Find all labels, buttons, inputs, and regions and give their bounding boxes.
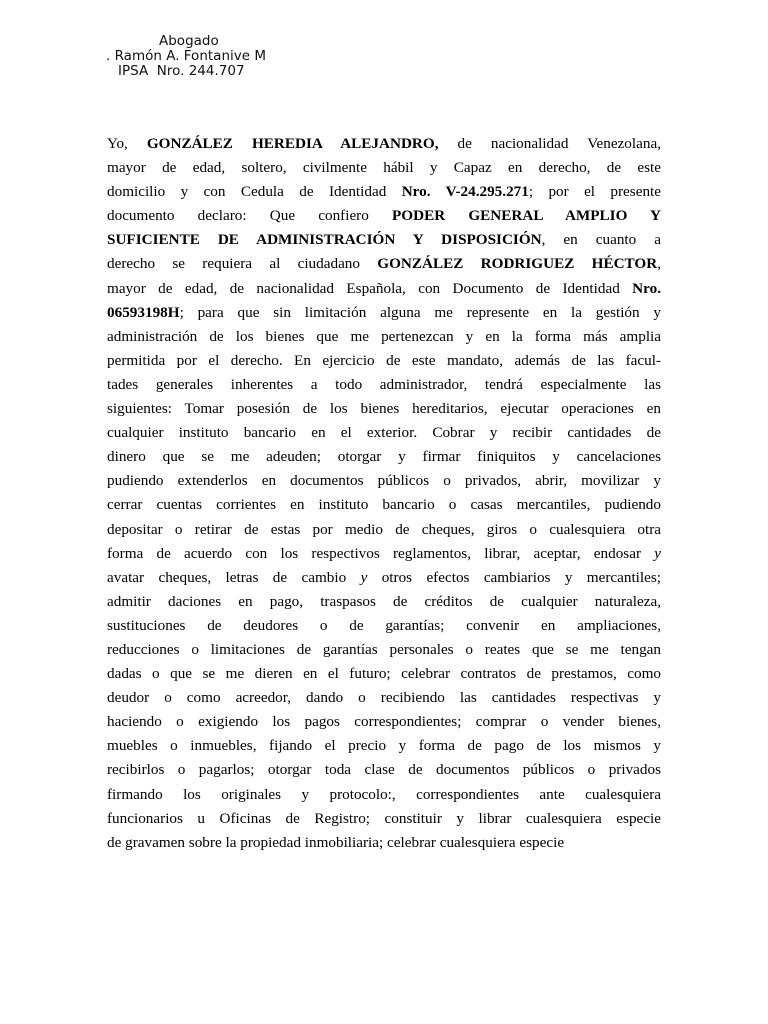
text-run: mayor de edad, de nacionalidad Española, con Documento de Identidad — [107, 279, 633, 297]
bold-text: GONZÁLEZ HEREDIA ALEJANDRO, — [146, 135, 439, 152]
text-run: , — [657, 255, 661, 273]
text-run: haciendo o exigiendo los pagos correspondientes; comprar o vender bienes, — [107, 713, 661, 731]
letterhead — [106, 34, 266, 79]
text-run: deudor o como acreedor, dando o recibiendo las cantidades respectivas y — [107, 689, 661, 707]
body-line — [107, 807, 661, 831]
body-line — [107, 831, 661, 855]
text-run: derecho se requiera al ciudadano — [107, 255, 378, 273]
text-run: avatar cheques, letras de cambio — [107, 568, 361, 586]
text-run: dinero que se me adeuden; otorgar y firmar finiquitos y cancelaciones — [107, 448, 661, 466]
body-line — [107, 156, 661, 180]
italic-text: y — [654, 544, 661, 562]
text-run: Yo, — [107, 135, 147, 152]
text-run: pudiendo extenderlos en documentos públicos o privados, abrir, movilizar y — [107, 472, 661, 490]
body-line — [107, 445, 661, 469]
body-line — [107, 325, 661, 349]
text-run: depositar o retirar de estas por medio de cheques, giros o cualesquiera otra — [107, 520, 661, 538]
bold-text: Nro. — [632, 279, 661, 297]
body-line — [107, 542, 661, 566]
text-run: recibirlos o pagarlos; otorgar toda clase de documentos públicos o privados — [107, 761, 661, 779]
body-line — [107, 758, 661, 782]
text-run: forma de acuerdo con los respectivos reglamentos, librar, aceptar, endosar — [107, 544, 655, 562]
text-run: de gravamen sobre la propiedad inmobiliaria; celebrar cualesquiera especie — [107, 833, 565, 851]
body-line — [107, 638, 661, 662]
body-line — [107, 518, 661, 542]
text-run: tades generales inherentes a todo administrador, tendrá especialmente las — [107, 375, 661, 393]
text-run: mayor de edad, soltero, civilmente hábil y Capaz en derecho, de este — [107, 159, 661, 177]
body-line — [107, 734, 661, 758]
document-body — [107, 132, 661, 855]
letterhead-lawyer-name: . Ramón A. Fontanive M — [106, 48, 266, 64]
body-line — [107, 566, 661, 590]
bold-text: Nro. V-24.295.271 — [401, 183, 529, 201]
text-run: , en cuanto a — [541, 231, 661, 249]
body-line — [107, 590, 661, 614]
bold-text: SUFICIENTE DE ADMINISTRACIÓN Y DISPOSICIÓN — [107, 231, 542, 249]
text-run: ; para que sin limitación alguna me represente en la gestión y — [179, 303, 661, 321]
letterhead-title: Abogado — [159, 33, 219, 49]
body-line — [107, 277, 661, 301]
text-run: funcionarios u Oficinas de Registro; constituir y librar cualesquiera especie — [107, 809, 661, 827]
body-line — [107, 783, 661, 807]
text-run: permitida por el derecho. En ejercicio de este mandato, además de las facul- — [107, 351, 661, 369]
body-line — [107, 301, 661, 325]
text-run: otros efectos cambiarios y mercantiles; — [367, 568, 661, 586]
body-line — [107, 204, 661, 228]
text-run: reducciones o limitaciones de garantías personales o reates que se me tengan — [107, 640, 661, 658]
bold-text: 06593198H — [107, 303, 180, 321]
text-run: sustituciones de deudores o de garantías; convenir en ampliaciones, — [107, 616, 661, 634]
body-line — [107, 662, 661, 686]
body-line — [107, 421, 661, 445]
body-line — [107, 493, 661, 517]
text-run: firmando los originales y protocolo:, correspondientes ante cualesquiera — [107, 785, 661, 803]
body-line — [107, 228, 661, 252]
text-run: dadas o que se me dieren en el futuro; celebrar contratos de prestamos, como — [107, 665, 661, 683]
body-line — [107, 710, 661, 734]
text-run: ; por el presente — [528, 183, 661, 201]
text-run: admitir daciones en pago, traspasos de créditos de cualquier naturaleza, — [107, 592, 661, 610]
body-line — [107, 614, 661, 638]
text-run: de nacionalidad Venezolana, — [438, 135, 661, 152]
text-run: cerrar cuentas corrientes en instituto bancario o casas mercantiles, pudiendo — [107, 496, 661, 514]
text-run: muebles o inmuebles, fijando el precio y forma de pago de los mismos y — [107, 737, 661, 755]
text-run: cualquier instituto bancario en el exterior. Cobrar y recibir cantidades de — [107, 424, 661, 442]
body-line — [107, 132, 661, 156]
body-line — [107, 469, 661, 493]
body-line — [107, 373, 661, 397]
text-run: siguientes: Tomar posesión de los bienes hereditarios, ejecutar operaciones en — [107, 400, 661, 418]
text-run: domicilio y con Cedula de Identidad — [107, 183, 402, 201]
letterhead-ipsa-number: IPSA Nro. 244.707 — [118, 63, 245, 79]
text-run: administración de los bienes que me pertenezcan y en la forma más amplia — [107, 327, 661, 345]
body-line — [107, 180, 661, 204]
body-line — [107, 686, 661, 710]
body-line — [107, 252, 661, 276]
body-line — [107, 349, 661, 373]
italic-text: y — [360, 568, 368, 586]
bold-text: PODER GENERAL AMPLIO Y — [392, 207, 661, 225]
body-line — [107, 397, 661, 421]
text-run: documento declaro: Que confiero — [107, 207, 393, 225]
bold-text: GONZÁLEZ RODRIGUEZ HÉCTOR — [377, 255, 658, 273]
